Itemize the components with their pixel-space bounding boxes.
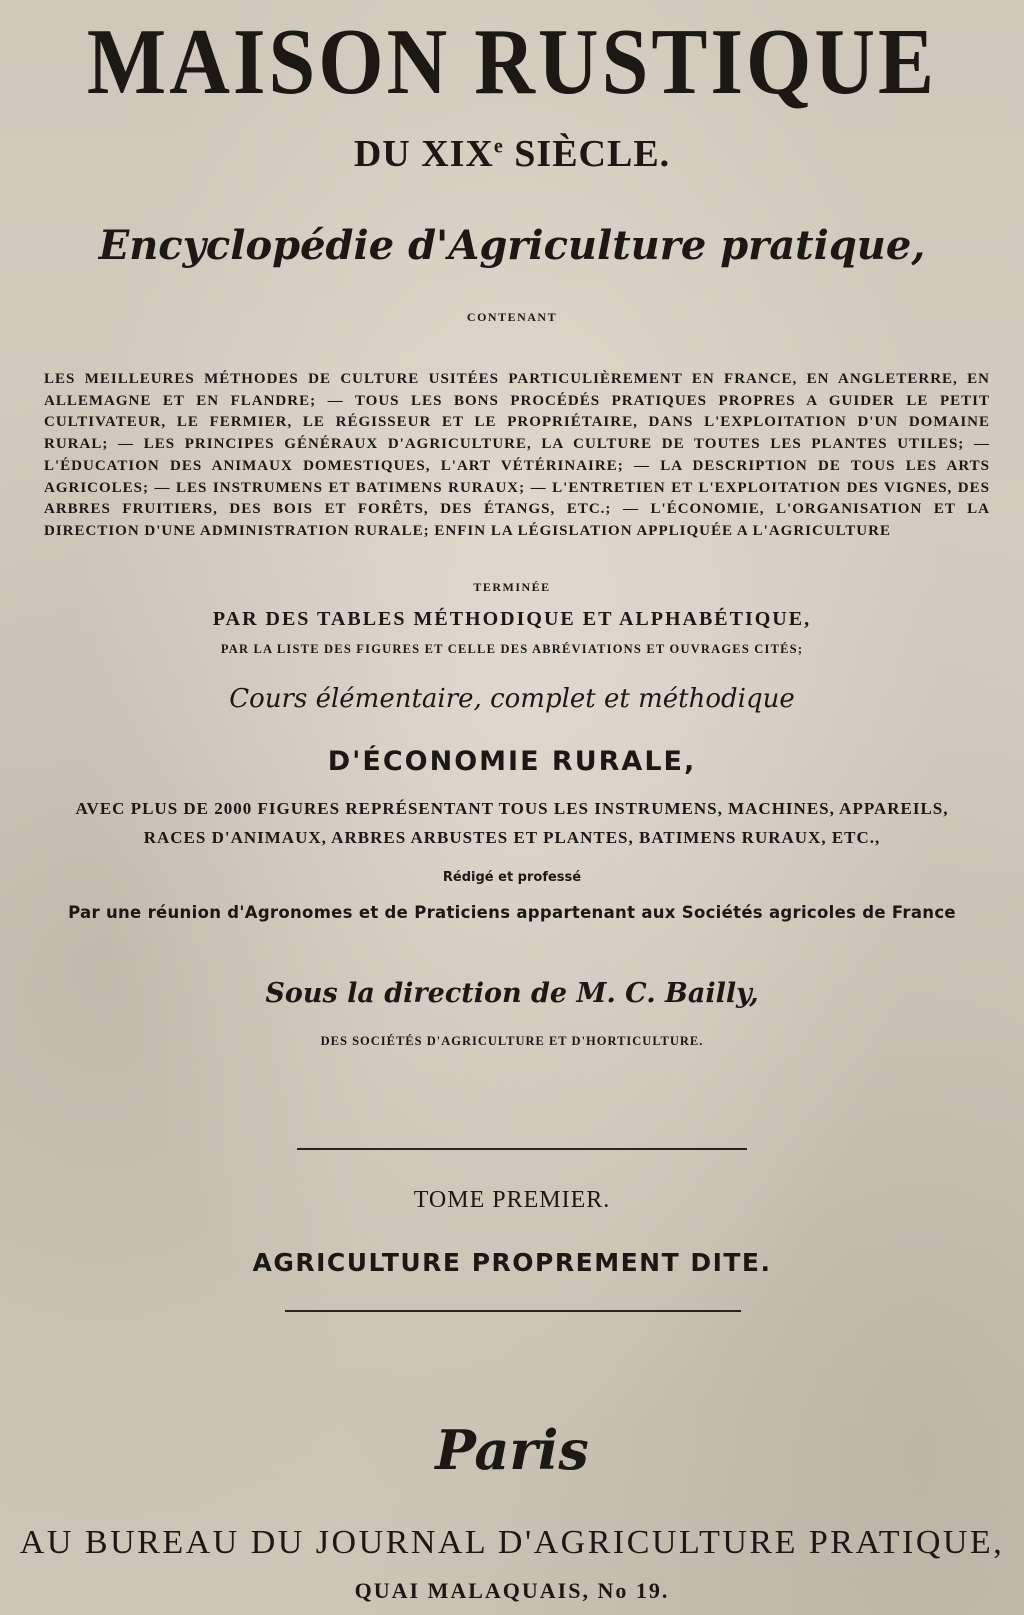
subtitle-prefix: DU XIX: [353, 133, 494, 175]
subtitle-superscript: e: [493, 135, 504, 158]
publisher-line: AU BUREAU DU JOURNAL D'AGRICULTURE PRATIQUE,: [19, 1524, 1005, 1561]
editor-line: Sous la direction de M. C. Bailly,: [265, 978, 759, 1009]
tables-line: PAR DES TABLES MÉTHODIQUE ET ALPHABÉTIQUE,: [212, 608, 812, 630]
races-line: RACES D'ANIMAUX, ARBRES ARBUSTES ET PLANTES, BATIMENS RURAUX, ETC.,: [143, 828, 881, 847]
volume-label: TOME PREMIER.: [413, 1187, 611, 1213]
figures-list-line: PAR LA LISTE DES FIGURES ET CELLE DES ABRÉVIATIONS ET OUVRAGES CITÉS;: [220, 642, 804, 656]
divider-bottom: [285, 1310, 741, 1312]
book-subtitle: [0, 132, 1024, 176]
publisher-address: QUAI MALAQUAIS, No 19.: [354, 1578, 670, 1603]
cours-heading: Cours élémentaire, complet et méthodique: [229, 684, 795, 714]
redige-line: Rédigé et professé: [442, 870, 582, 885]
book-title: MAISON RUSTIQUE: [86, 10, 938, 115]
terminee-label: TERMINÉE: [473, 580, 551, 594]
authors-line: Par une réunion d'Agronomes et de Praticiens appartenant aux Sociétés agricoles de France: [68, 903, 956, 922]
divider-top: [297, 1148, 747, 1150]
contents-description: LES MEILLEURES MÉTHODES DE CULTURE USITÉES PARTICULIÈREMENT EN FRANCE, EN ANGLETERRE, EN ALLEMAGNE ET EN FLANDRE; — TOUS LES BONS PROCÉDÉS PRATIQUES PROPRES A GUIDER LE PETIT CULTIVATEUR, LE FERMIER, LE RÉGISSEUR ET LE PROPRIÉTAIRE, DANS L'EXPLOITATION D'UN DOMAINE RURAL; — LES PRINCIPES GÉNÉRAUX D'AGRICULTURE, LA CULTURE DE TOUTES LES PLANTES UTILES; — L'ÉDUCATION DES ANIMAUX DOMESTIQUES, L'ART VÉTÉRINAIRE; — LA DESCRIPTION DE TOUS LES ARTS AGRICOLES; — LES INSTRUMENS ET BATIMENS RURAUX; — L'ENTRETIEN ET L'EXPLOITATION DES VIGNES, DES ARBRES FRUITIERS, DES BOIS ET FORÊTS, DES ÉTANGS, ETC.; — L'ÉCONOMIE, L'ORGANISATION ET LA DIRECTION D'UNE ADMINISTRATION RURALE; ENFIN LA LÉGISLATION APPLIQUÉE A L'AGRICULTURE: [44, 371, 990, 539]
encyclopedia-heading: Encyclopédie d'Agriculture pratique,: [98, 222, 926, 269]
publication-city: Paris: [435, 1418, 589, 1482]
societies-line: DES SOCIÉTÉS D'AGRICULTURE ET D'HORTICULTURE.: [320, 1034, 704, 1048]
figures-count-line: AVEC PLUS DE 2000 FIGURES REPRÉSENTANT TOUS LES INSTRUMENS, MACHINES, APPAREILS,: [75, 799, 949, 818]
contenant-label: CONTENANT: [466, 310, 558, 324]
subtitle-suffix: SIÈCLE.: [503, 133, 671, 175]
economie-heading: D'ÉCONOMIE RURALE,: [327, 746, 697, 777]
volume-subject: AGRICULTURE PROPREMENT DITE.: [252, 1248, 772, 1277]
